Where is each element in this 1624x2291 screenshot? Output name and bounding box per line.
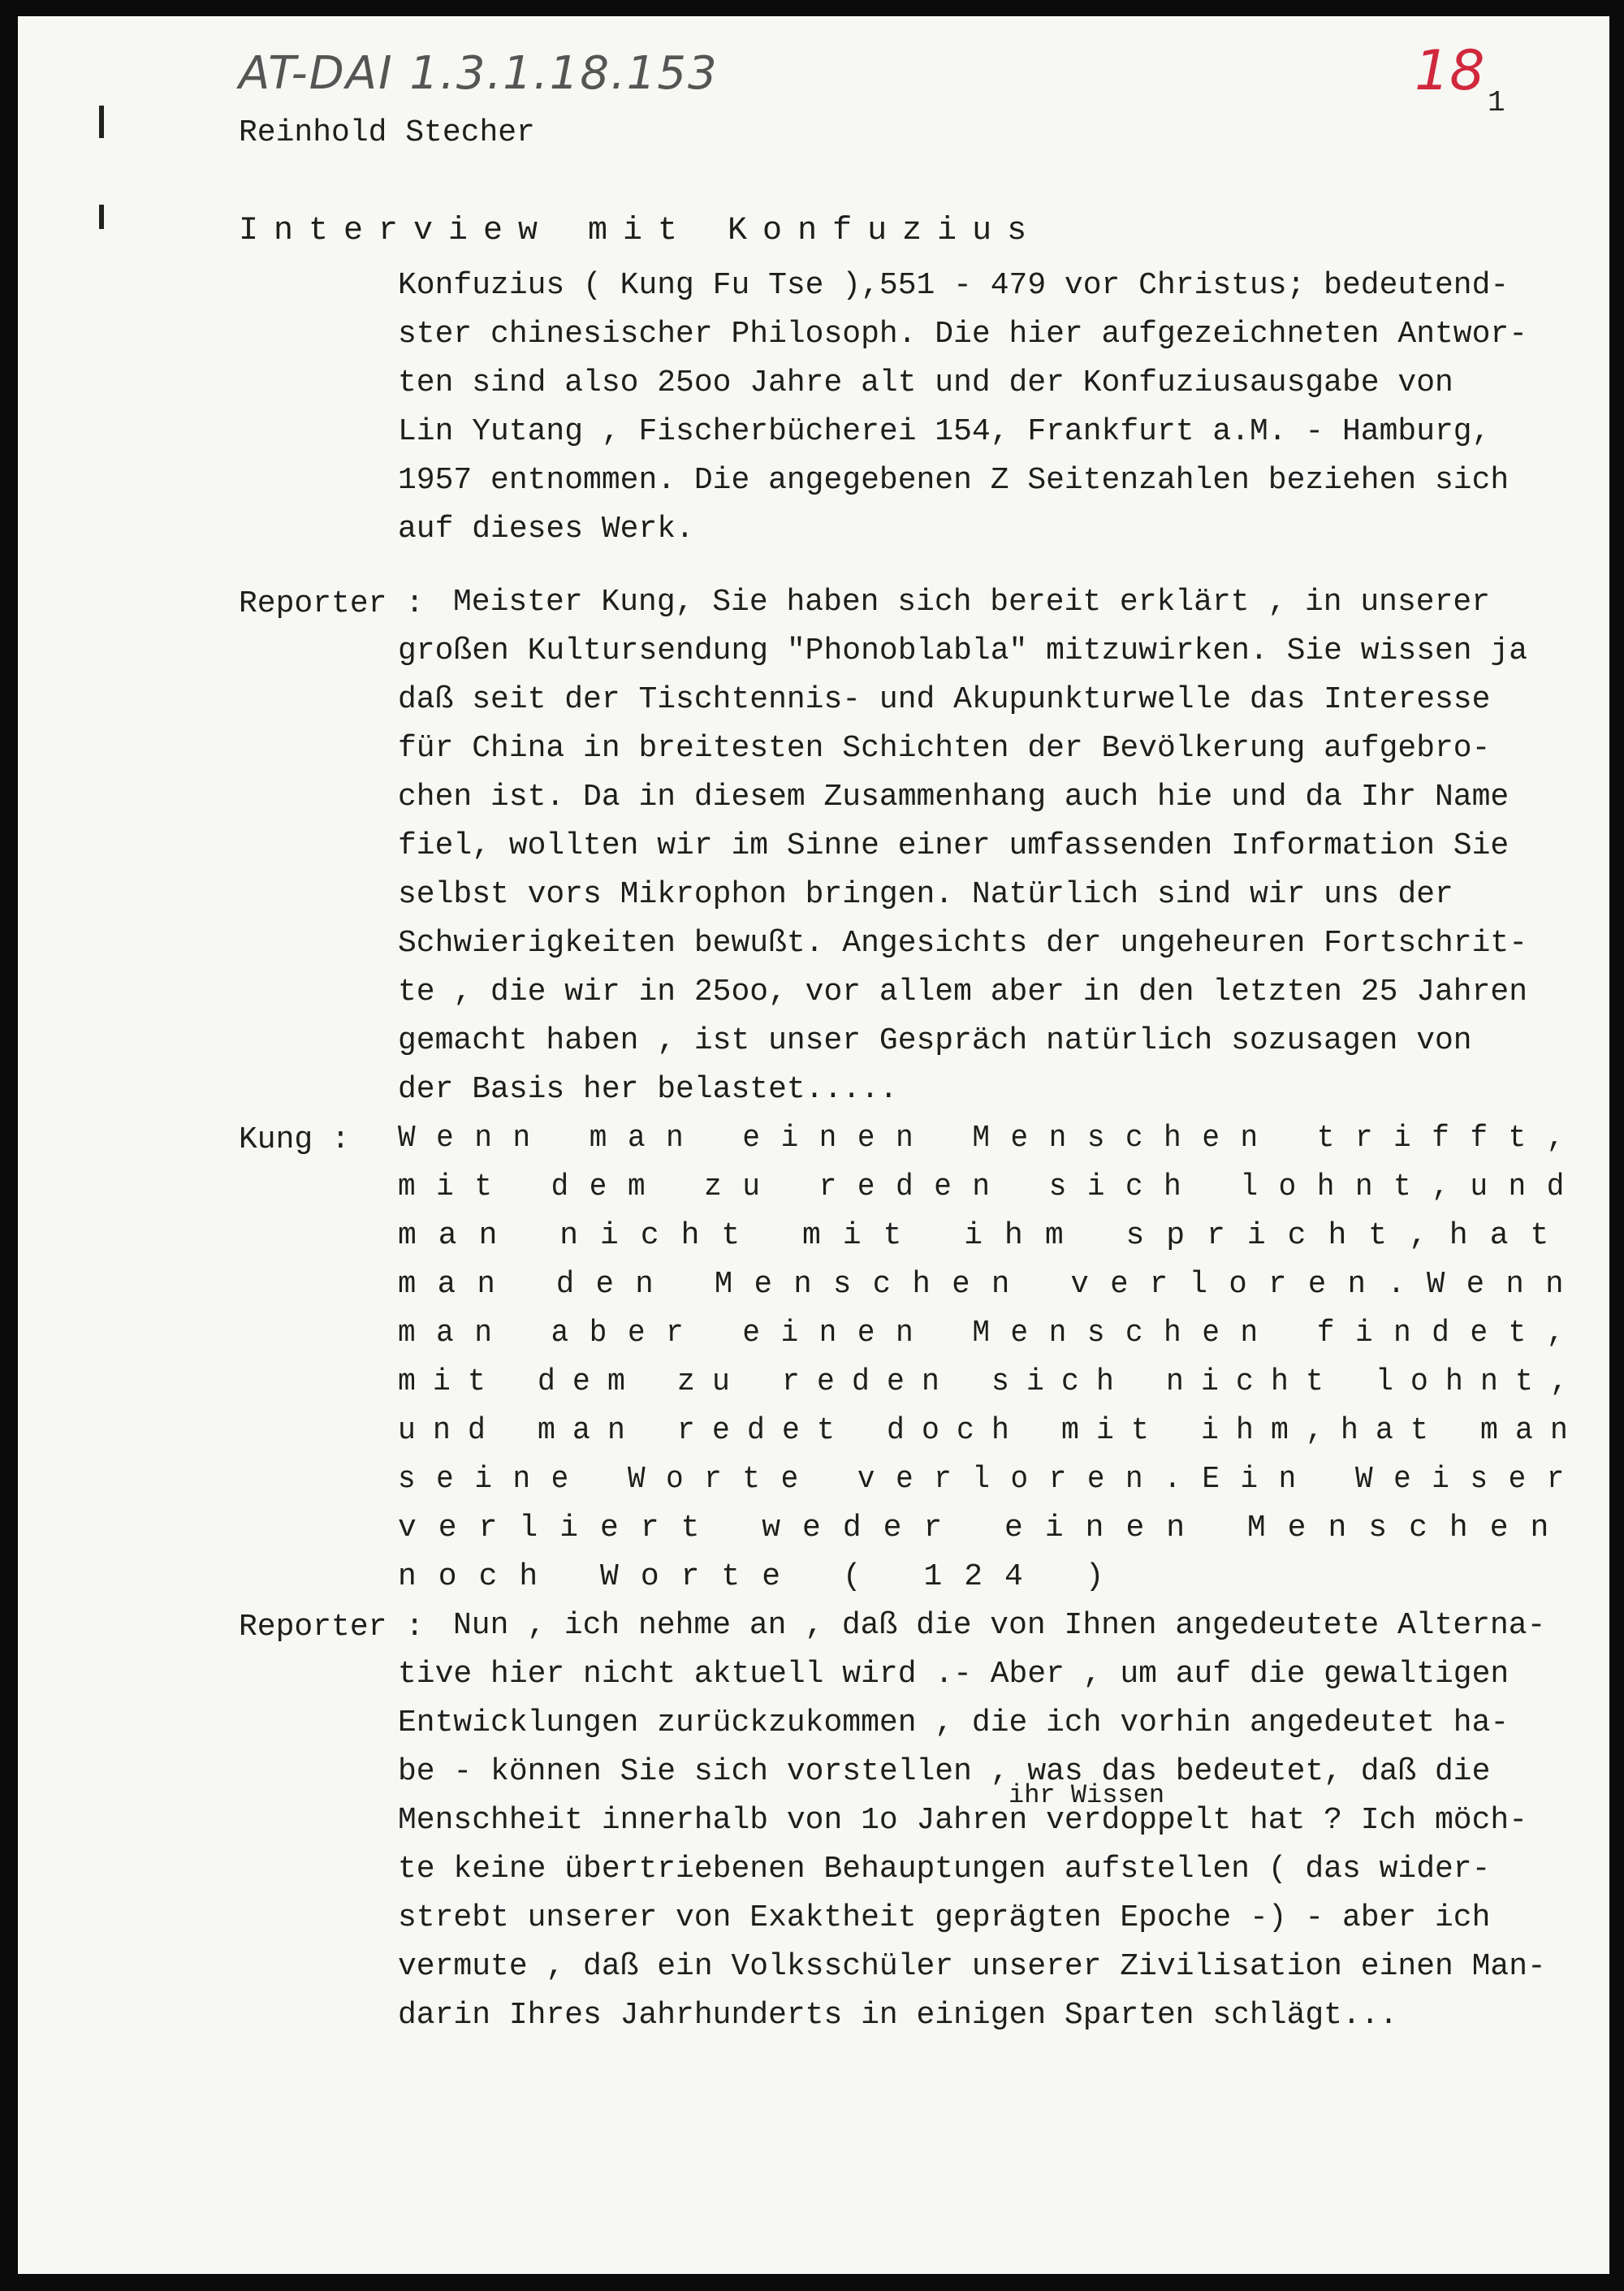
typed-insertion: ihr Wissen xyxy=(1009,1780,1165,1810)
dialogue-line: Schwierigkeiten bewußt. Angesichts der ungeheuren Fortschrit- xyxy=(398,926,1528,961)
document-title: Interview mit Konfuzius xyxy=(239,213,1043,249)
speaker-label: Reporter : xyxy=(239,1610,425,1645)
dialogue-line: strebt unserer von Exaktheit geprägten Epoche -) - aber ich xyxy=(398,1900,1491,1935)
dialogue-line: man den Menschen verloren.Wenn xyxy=(398,1267,1586,1302)
intro-line: auf dieses Werk. xyxy=(398,512,694,547)
page-number: 1 xyxy=(1488,86,1505,119)
speaker-label: Reporter : xyxy=(239,586,425,621)
dialogue-line: te keine übertriebenen Behauptungen aufstellen ( das wider- xyxy=(398,1852,1491,1887)
dialogue-line: mit dem zu reden sich nicht lohnt, xyxy=(398,1364,1585,1399)
dialogue-line: tive hier nicht aktuell wird .- Aber , um auf die gewaltigen xyxy=(398,1657,1510,1692)
dialogue-line: mit dem zu reden sich lohnt,und xyxy=(398,1169,1585,1204)
dialogue-line: daß seit der Tischtennis- und Akupunkturwelle das Interesse xyxy=(398,682,1491,717)
dialogue-line: gemacht haben , ist unser Gespräch natürlich sozusagen von xyxy=(398,1023,1472,1058)
dialogue-line: großen Kultursendung "Phonoblabla" mitzuwirken. Sie wissen ja xyxy=(398,633,1528,668)
dialogue-line: für China in breitesten Schichten der Bevölkerung aufgebro- xyxy=(398,731,1491,766)
intro-line: Konfuzius ( Kung Fu Tse ),551 - 479 vor Christus; bedeutend- xyxy=(398,268,1510,303)
binder-hole-mark xyxy=(99,205,104,229)
intro-line: ster chinesischer Philosoph. Die hier aufgezeichneten Antwor- xyxy=(398,317,1528,352)
dialogue-line: chen ist. Da in diesem Zusammenhang auch hie und da Ihr Name xyxy=(398,780,1510,815)
dialogue-line: noch Worte ( 124 ) xyxy=(398,1559,1126,1594)
dialogue-line: verliert weder einen Menschen xyxy=(398,1511,1571,1545)
dialogue-line: darin Ihres Jahrhunderts in einigen Sparten schlägt... xyxy=(398,1998,1398,2033)
dialogue-line: te , die wir in 25oo, vor allem aber in den letzten 25 Jahren xyxy=(398,975,1528,1009)
document-page xyxy=(18,16,1609,2274)
dialogue-line: selbst vors Mikrophon bringen. Natürlich sind wir uns der xyxy=(398,877,1453,912)
speaker-label: Kung : xyxy=(239,1122,350,1157)
dialogue-line: Menschheit innerhalb von 1o Jahren verdoppelt hat ? Ich möch- xyxy=(398,1803,1528,1838)
intro-line: 1957 entnommen. Die angegebenen Z Seitenzahlen beziehen sich xyxy=(398,463,1510,498)
dialogue-line: man nicht mit ihm spricht,hat xyxy=(398,1218,1571,1253)
dialogue-line: be - können Sie sich vorstellen , was das bedeutet, daß die xyxy=(398,1754,1491,1789)
dialogue-line: Meister Kung, Sie haben sich bereit erklärt , in unserer xyxy=(453,585,1491,620)
dialogue-line: Wenn man einen Menschen trifft, xyxy=(398,1121,1585,1156)
dialogue-line: fiel, wollten wir im Sinne einer umfassenden Information Sie xyxy=(398,828,1510,863)
dialogue-line: man aber einen Menschen findet, xyxy=(398,1316,1585,1351)
intro-line: Lin Yutang , Fischerbücherei 154, Frankfurt a.M. - Hamburg, xyxy=(398,414,1491,449)
dialogue-line: der Basis her belastet..... xyxy=(398,1072,898,1107)
dialogue-line: Entwicklungen zurückzukommen , die ich vorhin angedeutet ha- xyxy=(398,1705,1510,1740)
author: Reinhold Stecher xyxy=(239,115,535,150)
binder-hole-mark xyxy=(99,106,104,138)
dialogue-line: und man redet doch mit ihm,hat man xyxy=(398,1413,1585,1448)
handwritten-page-mark: 18 xyxy=(1415,39,1485,103)
intro-line: ten sind also 25oo Jahre alt und der Konfuziusausgabe von xyxy=(398,365,1453,400)
dialogue-line: Nun , ich nehme an , daß die von Ihnen angedeutete Alterna- xyxy=(453,1608,1546,1643)
dialogue-line: vermute , daß ein Volksschüler unserer Zivilisation einen Man- xyxy=(398,1949,1546,1984)
dialogue-line: seine Worte verloren.Ein Weiser xyxy=(398,1462,1585,1497)
archive-signature: AT-DAI 1.3.1.18.153 xyxy=(239,47,719,100)
